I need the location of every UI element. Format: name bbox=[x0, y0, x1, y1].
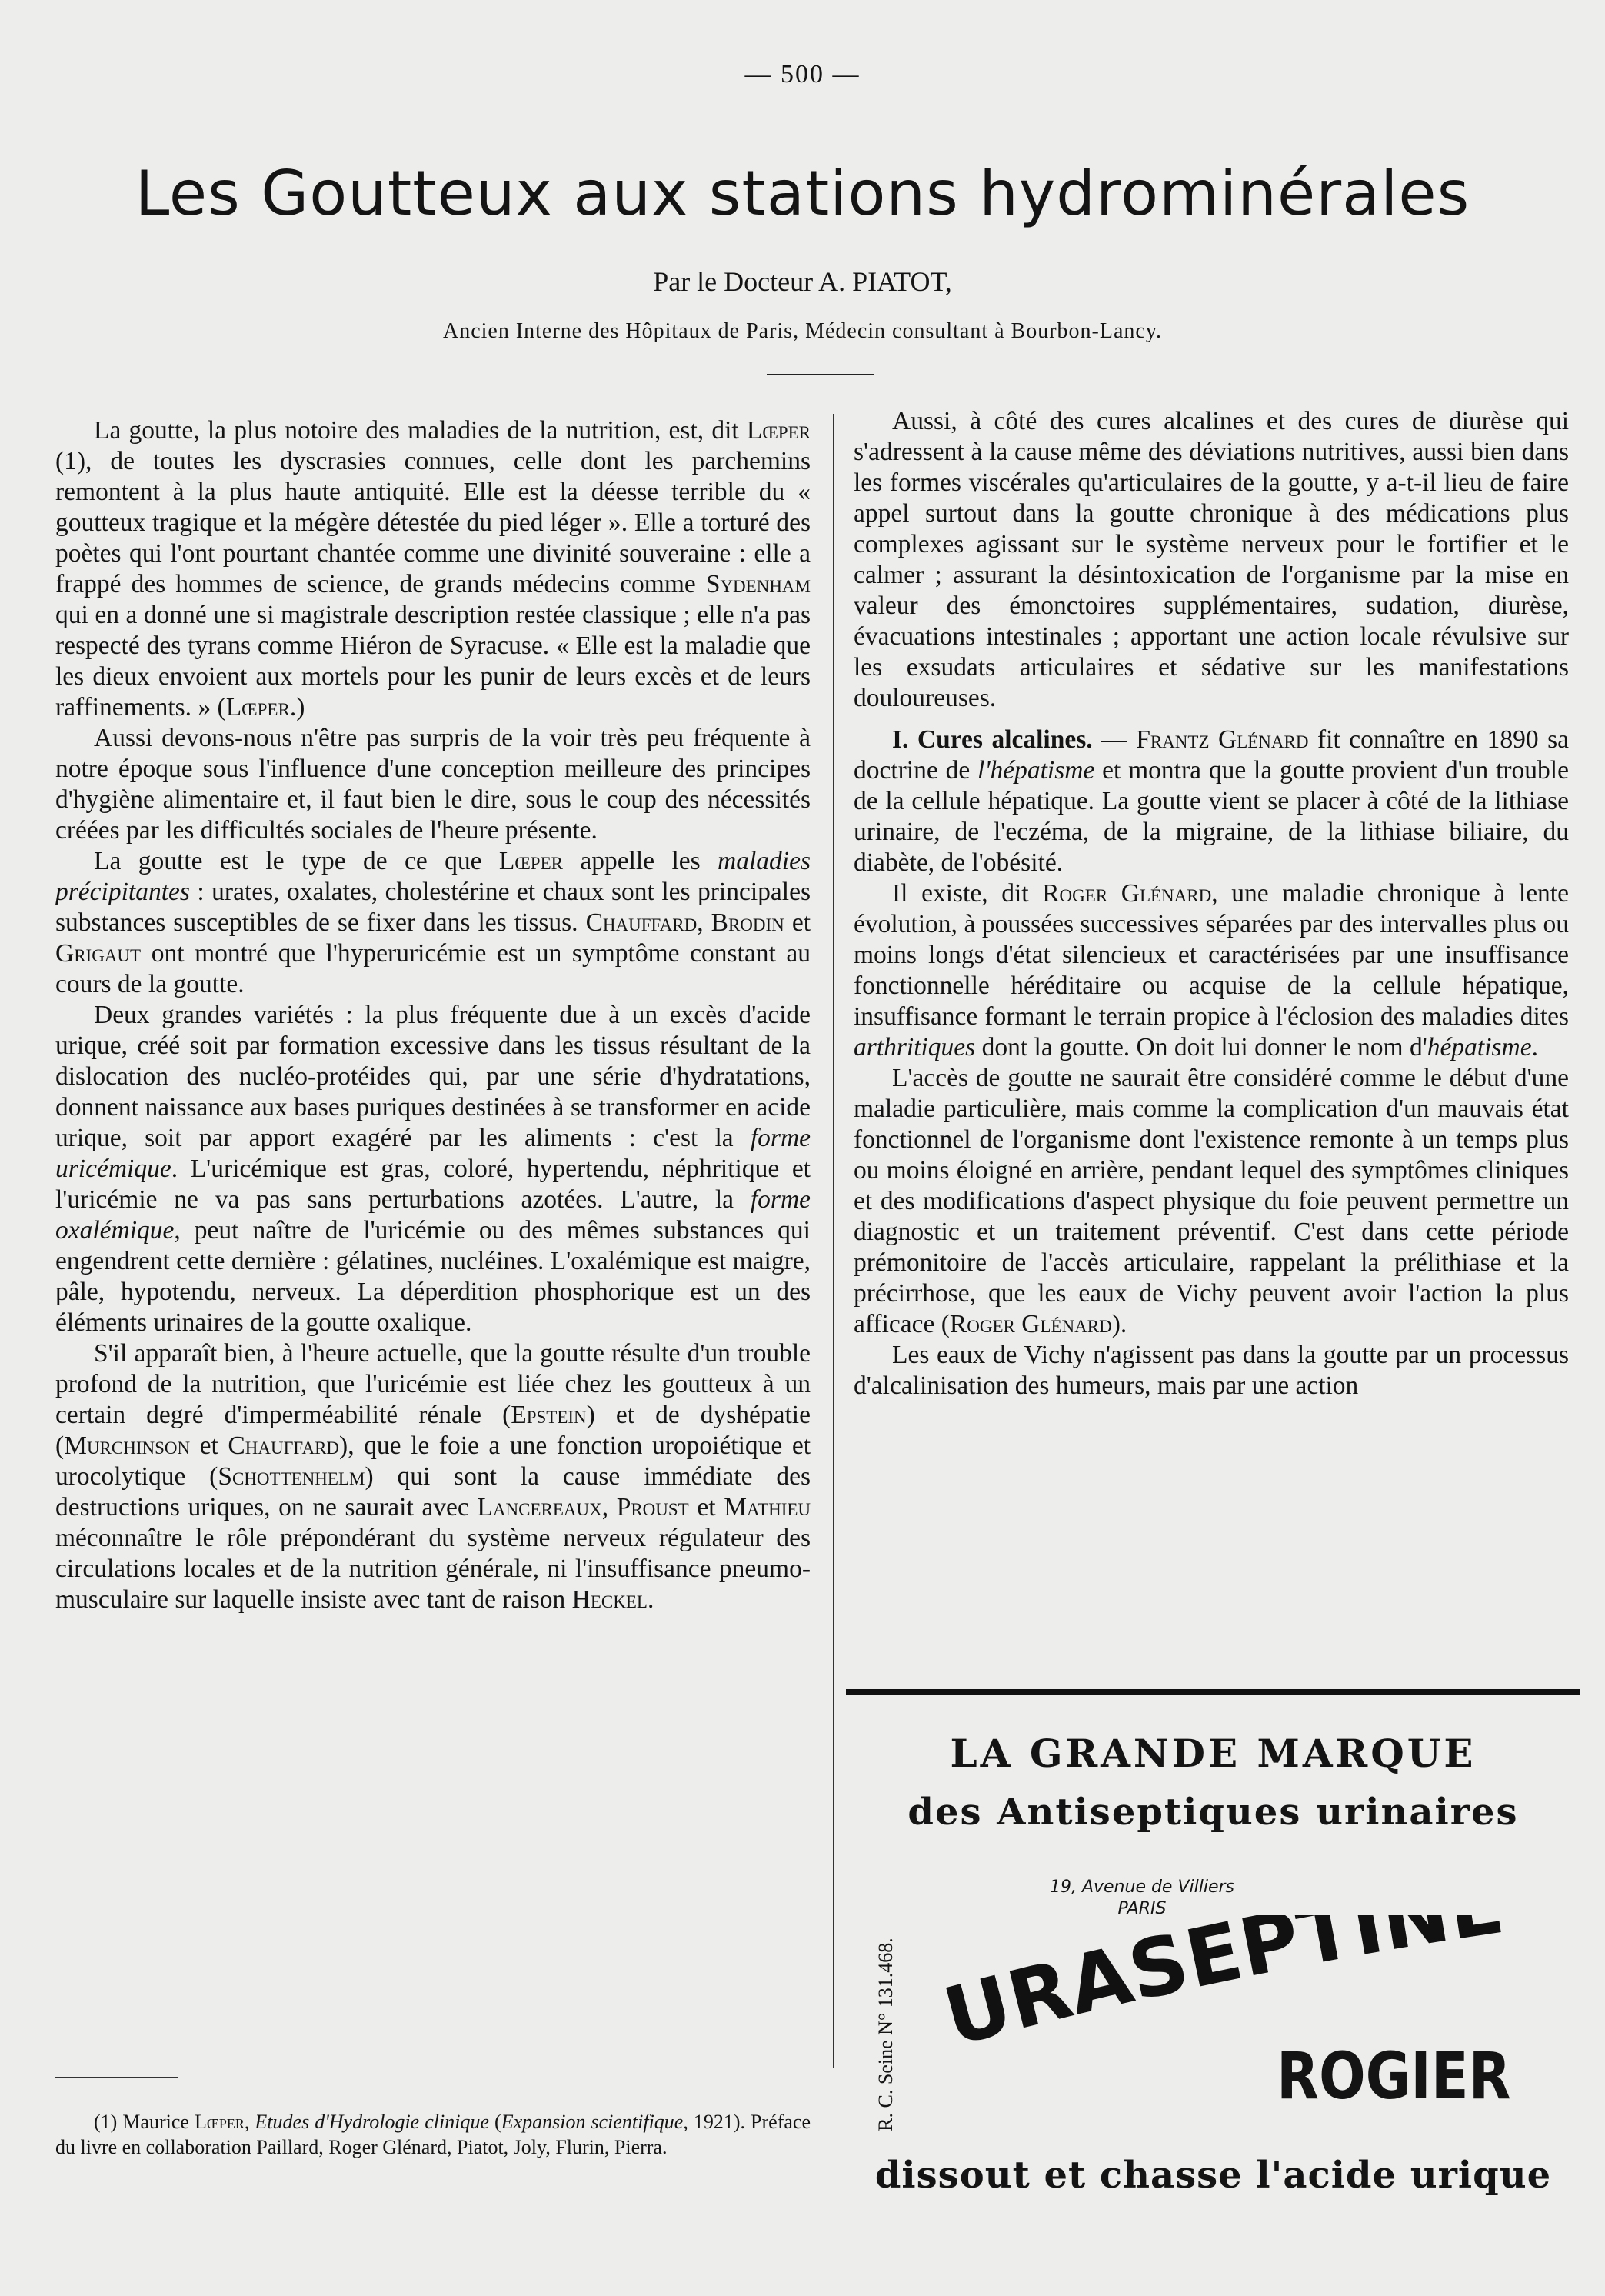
paragraph: S'il apparaît bien, à l'heure actuelle, que la goutte résulte d'un trouble profond de la nutrition, que l'uricémie est liée chez les goutteux à un certain degré d'imperméabilité rénale (Epstein) et de dyshépatie (Murchinson et Chauffard), que le foie a une fonction uropoiétique et urocolytique (Schottenhelm) qui sont la cause immédiate des destructions uriques, on ne saurait avec Lancereaux, Proust et Mathieu méconnaître le rôle prépondérant du système nerveux régulateur des circulations locales et de la nutrition générale, ni l'insuffisance pneumo-musculaire sur laquelle insiste avec tant de raison Heckel. bbox=[55, 1339, 811, 1614]
ad-registration: R. C. Seine N° 131.468. bbox=[874, 1938, 897, 2131]
footnote: (1) Maurice Lœper, Etudes d'Hydrologie clinique (Expansion scientifique, 1921). Préface du livre en collaboration Paillard, Roger Glénard, Piatot, Joly, Flurin, Pierra. bbox=[55, 2111, 811, 2158]
page-number: — 500 — bbox=[744, 60, 861, 88]
ad-tagline: dissout et chasse l'acide urique bbox=[874, 2154, 1552, 2197]
paragraph: I. Cures alcalines. — Frantz Glénard fit connaître en 1890 sa doctrine de l'hépatisme et montra que la goutte provient d'un trouble de la cellule hépatique. La goutte vient se placer à côté de la lithiase urinaire, de l'eczéma, de la migraine, de la lithiase biliaire, du diabète, de l'obésité. bbox=[854, 725, 1570, 877]
author-affiliation: Ancien Interne des Hôpitaux de Paris, Médecin consultant à Bourbon-Lancy. bbox=[442, 319, 1163, 343]
paragraph: Deux grandes variétés : la plus fréquente due à un excès d'acide urique, créé soit par formation excessive dans les tissus résultant de la dislocation des nucléo-protéides qui, par une série d'hydratations, donnent naissance aux bases puriques destinées à se transformer en acide urique, soit par apport exagéré par les aliments : c'est la forme uricémique. L'uricémique est gras, coloré, hypertendu, néphritique et l'uricémie ne va pas sans perturbations azotées. L'autre, la forme oxalémique, peut naître de l'uricémie ou des mêmes substances qui engendrent cette dernière : gélatines, nucléines. L'oxalémique est maigre, pâle, hypotendu, nerveux. La déperdition phosphorique est un des éléments urinaires de la goutte oxalique. bbox=[55, 1001, 811, 1337]
paragraph: Les eaux de Vichy n'agissent pas dans la goutte par un processus d'alcalinisation des humeurs, mais par une action bbox=[854, 1341, 1569, 1400]
title-rule bbox=[767, 374, 874, 375]
ad-address bbox=[1027, 1877, 1257, 1920]
author-byline: Par le Docteur A. PIATOT, bbox=[653, 266, 952, 297]
paragraph: Aussi, à côté des cures alcalines et des cures de diurèse qui s'adressent à la cause même des déviations nutritives, aussi bien dans les formes viscérales qu'articulaires de la goutte, y a-t-il lieu de faire appel surtout dans la goutte chronique à des médications plus complexes agissant sur le système nerveux pour le fortifier et le calmer ; assurant la désintoxication de l'organisme par la mise en valeur des émonctoires supplémentaires, sudation, diurèse, évacuations intestinales ; apportant une action locale révulsive sur les exsudats articulaires et sédative sur les manifestations douloureuses. bbox=[854, 407, 1569, 712]
paragraph: La goutte est le type de ce que Lœper appelle les maladies précipitantes : urates, oxalates, cholestérine et chaux sont les principales substances susceptibles de se fixer dans les tissus. Chauffard, Brodin et Grigaut ont montré que l'hyperuricémie est un symptôme constant au cours de la goutte. bbox=[55, 847, 811, 998]
brand-name: RASEPTIN bbox=[998, 1915, 1457, 2048]
advertisement-rule bbox=[846, 1689, 1580, 1695]
column-divider bbox=[833, 414, 834, 2068]
brand-maker: ROGIER bbox=[1277, 2038, 1511, 2114]
ad-headline: LA GRANDE MARQUE bbox=[950, 1731, 1477, 1776]
paragraph: Il existe, dit Roger Glénard, une maladie chronique à lente évolution, à poussées successives séparées par des intervalles plus ou moins longs d'état silencieux et caractérisées par une insuffisance fonctionnelle héréditaire ou acquise de la cellule hépatique, insuffisance formant le terrain propice à l'éclosion des maladies dites arthritiques dont la goutte. On doit lui donner le nom d'hépatisme. bbox=[854, 879, 1569, 1061]
ad-subhead: des Antiseptiques urinaires bbox=[907, 1791, 1519, 1834]
left-column bbox=[55, 415, 811, 1615]
right-column bbox=[854, 406, 1569, 1401]
article-title: Les Goutteux aux stations hydrominérales bbox=[135, 158, 1470, 229]
footnote-rule bbox=[55, 2077, 178, 2078]
advertisement bbox=[846, 1700, 1580, 2223]
ad-address-city: PARIS bbox=[1117, 1899, 1167, 1918]
section-heading: I. Cures alcalines. bbox=[892, 725, 1093, 754]
ad-address-street: 19, Avenue de Villiers bbox=[1049, 1878, 1235, 1897]
paragraph: L'accès de goutte ne saurait être considéré comme le début d'une maladie particulière, mais comme la complication d'un mauvais état fonctionnel de l'organisme dont l'existence remonte à un temps plus ou moins éloigné en arrière, pendant lequel des symptômes cliniques et des modifications d'aspect physique du foie peuvent permettre un diagnostic et un traitement préventif. C'est dans cette période prémonitoire de l'accès articulaire, rappelant la prélithiase et la précirrhose, que les eaux de Vichy peuvent avoir l'action la plus afficace (Roger Glénard). bbox=[854, 1064, 1569, 1338]
paragraph: Aussi devons-nous n'être pas surpris de la voir très peu fréquente à notre époque sous l'influence d'une conception meilleure des principes d'hygiène alimentaire et, il faut bien le dire, sous le coup des nécessités créées par les difficultés sociales de l'heure présente. bbox=[55, 724, 811, 845]
paragraph: La goutte, la plus notoire des maladies de la nutrition, est, dit Lœper (1), de toutes les dyscrasies connues, celle dont les parchemins remontent à la plus haute antiquité. Elle est la déesse terrible du « goutteux tragique et la mégère détestée du pied léger ». Elle a torturé des poètes qui l'ont pourtant chantée comme une divinité souveraine : elle a frappé des hommes de science, de grands médecins comme Sydenham qui en a donné une si magistrale description restée classique ; elle n'a pas respecté des tyrans comme Hiéron de Syracuse. « Elle est la maladie que les dieux envoient aux mortels pour les punir de leurs excès et de leurs raffinements. » (Lœper.) bbox=[55, 416, 811, 721]
